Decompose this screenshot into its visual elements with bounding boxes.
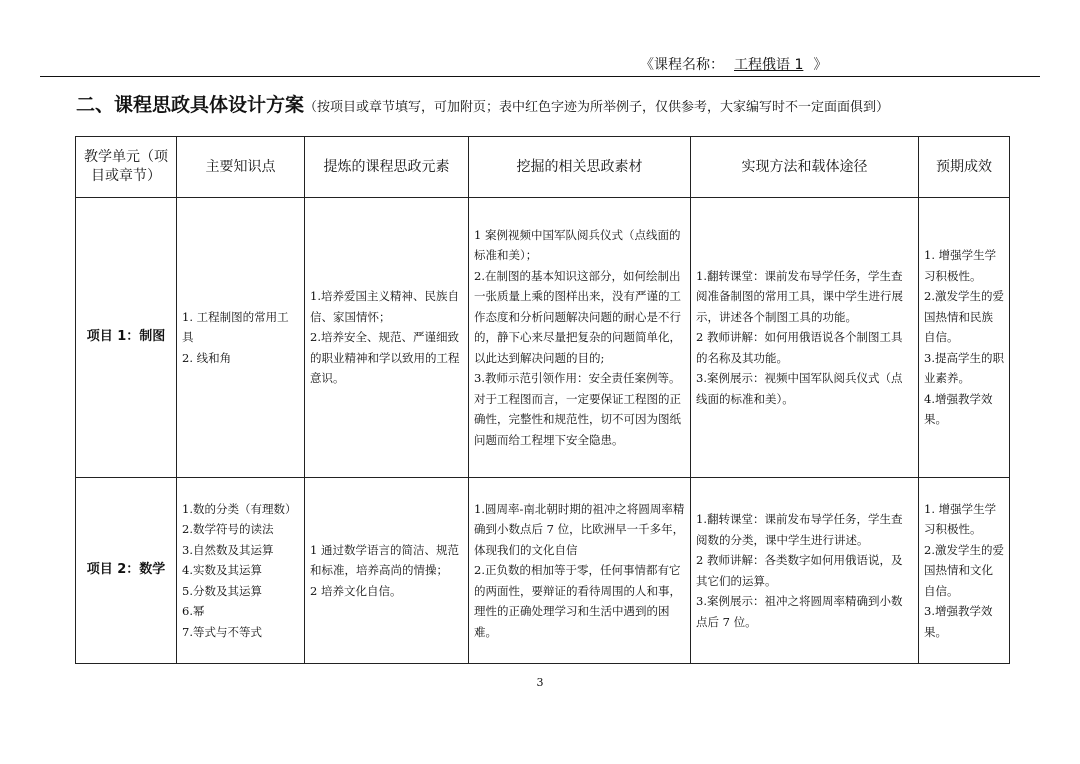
row2-outcome-item: 1. 增强学生学习积极性。: [924, 501, 997, 537]
table-row: [76, 198, 1010, 478]
header-unit: 教学单元（项目或章节）: [76, 137, 177, 198]
row2-method-item: 2 教师讲解：各类数字如何用俄语说，及其它们的运算。: [696, 553, 903, 588]
row2-knowledge-item: 7.等式与不等式: [182, 624, 262, 639]
row2-outcome-item: 2.激发学生的爱国热情和文化自信。: [924, 542, 1004, 598]
row2-knowledge: [177, 478, 305, 664]
row2-material-item: 1.圆周率-南北朝时期的祖冲之将圆周率精确到小数点后 7 位，比欧洲早一千多年，体现我们的文化自信: [474, 501, 685, 557]
row1-element-item: 2.培养安全、规范、严谨细致的职业精神和学以致用的工程意识。: [310, 330, 460, 386]
section-heading: [76, 90, 1036, 116]
header-methods: 实现方法和载体途径: [691, 137, 919, 198]
row2-outcomes: [919, 478, 1010, 664]
row1-knowledge-item: 1. 工程制图的常用工具: [182, 309, 289, 345]
row2-knowledge-item: 5.分数及其运算: [182, 583, 262, 598]
row1-method-item: 3.案例展示：视频中国军队阅兵仪式（点线面的标准和美）。: [696, 371, 903, 406]
row1-material-item: 2.在制图的基本知识这部分，如何绘制出一张质量上乘的图样出来，没有严谨的工作态度和分析问题解决问题的耐心是不行的，静下心来尽量把复杂的问题简单化，以此达到解决问题的目的;: [474, 268, 681, 365]
header-elements: 提炼的课程思政元素: [305, 137, 469, 198]
row1-outcome-item: 2.激发学生的爱国热情和民族自信。: [924, 289, 1004, 345]
table-row: [76, 478, 1010, 664]
row2-elements: [305, 478, 469, 664]
row1-method-item: 1.翻转课堂：课前发布导学任务，学生查阅准备制图的常用工具，课中学生进行展示，讲述各个制图工具的功能。: [696, 268, 903, 324]
header-rule: [40, 76, 1040, 77]
row2-material-item: 2.正负数的相加等于零，任何事情都有它的两面性，要辩证的看待周围的人和事，理性的正确处理学习和生活中遇到的困难。: [474, 563, 681, 639]
row1-elements: [305, 198, 469, 478]
course-name-header: [640, 54, 900, 76]
row1-materials: [469, 198, 691, 478]
page-number: 3: [536, 676, 544, 689]
course-label-open: 《课程名称：: [640, 57, 724, 73]
row1-element-item: 1.培养爱国主义精神、民族自信、家国情怀；: [310, 289, 459, 324]
row1-material-item: 1 案例视频中国军队阅兵仪式（点线面的标准和美）；: [474, 227, 681, 263]
row2-methods: [691, 478, 919, 664]
design-plan-table: [75, 136, 1010, 664]
row1-material-item: 3.教师示范引领作用：安全责任案例等。对于工程图而言，一定要保证工程图的正确性，完整性和规范性，切不可因为图纸问题而给工程埋下安全隐患。: [474, 371, 681, 447]
row2-knowledge-item: 1.数的分类（有理数）: [182, 501, 297, 516]
row2-materials: [469, 478, 691, 664]
header-outcomes: 预期成效: [919, 137, 1010, 198]
table-header-row: [76, 137, 1010, 198]
header-knowledge: 主要知识点: [177, 137, 305, 198]
row2-unit: 项目 2：数学: [76, 478, 177, 664]
row1-outcomes: [919, 198, 1010, 478]
row1-method-item: 2 教师讲解：如何用俄语说各个制图工具的名称及其功能。: [696, 330, 903, 365]
row2-knowledge-item: 3.自然数及其运算: [182, 542, 274, 557]
row1-outcome-item: 4.增强教学效果。: [924, 391, 993, 427]
header-materials: 挖掘的相关思政素材: [469, 137, 691, 198]
row1-unit: 项目 1：制图: [76, 198, 177, 478]
row1-knowledge: [177, 198, 305, 478]
row2-method-item: 1.翻转课堂：课前发布导学任务，学生查阅数的分类，课中学生进行讲述。: [696, 512, 903, 547]
row2-element-item: 2 培养文化自信。: [310, 583, 402, 598]
row2-outcome-item: 3.增强教学效果。: [924, 604, 993, 639]
row2-knowledge-item: 6.幂: [182, 604, 205, 619]
row1-outcome-item: 1. 增强学生学习积极性。: [924, 248, 997, 283]
course-label-close: 》: [813, 57, 828, 73]
row1-outcome-item: 3.提高学生的职业素养。: [924, 350, 1004, 386]
row2-element-item: 1 通过数学语言的简洁、规范和标准，培养高尚的情操；: [310, 542, 459, 578]
row2-knowledge-item: 4.实数及其运算: [182, 563, 262, 578]
row2-knowledge-item: 2.数学符号的读法: [182, 522, 274, 537]
course-name: 工程俄语 1: [734, 57, 804, 73]
row2-method-item: 3.案例展示：祖冲之将圆周率精确到小数点后 7 位。: [696, 594, 903, 629]
section-title: 二、课程思政具体设计方案: [76, 94, 305, 116]
row1-methods: [691, 198, 919, 478]
row1-knowledge-item: 2. 线和角: [182, 350, 232, 365]
section-note: （按项目或章节填写，可加附页；表中红色字迹为所举例子，仅供参考，大家编写时不一定面面俱到）: [304, 100, 890, 115]
